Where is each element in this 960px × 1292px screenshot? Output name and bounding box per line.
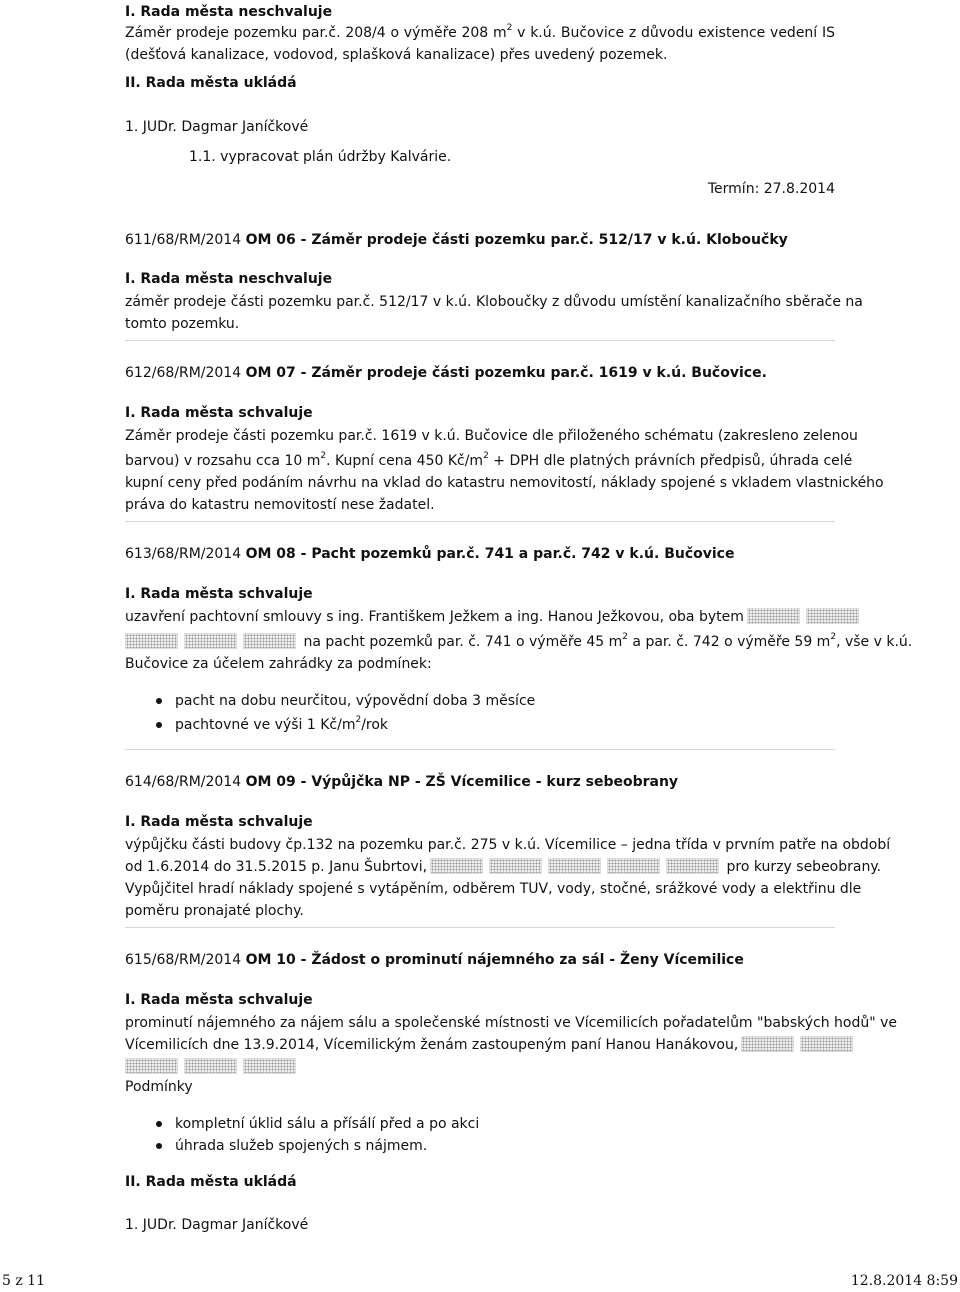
paragraph-line: Vícemilicích dne 13.9.2014, Vícemilickým ženám zastoupeným paní Hanou Hanákovou, — [125, 1036, 856, 1054]
conditions-label: Podmínky — [125, 1079, 193, 1095]
redacted-block — [430, 858, 483, 874]
list-item: pacht na dobu neurčitou, výpovědní doba 3 měsíce — [175, 693, 536, 709]
redacted-block — [666, 858, 719, 874]
paragraph-line: (dešťová kanalizace, vodovod, splašková kanalizace) přes uvedený pozemek. — [125, 47, 668, 63]
bullet-icon — [156, 722, 162, 728]
section-heading: II. Rada města ukládá — [125, 1174, 297, 1190]
redacted-block — [548, 858, 601, 874]
section-heading: I. Rada města neschvaluje — [125, 4, 333, 20]
separator — [125, 749, 835, 750]
redacted-block — [184, 633, 237, 649]
redacted-block — [243, 633, 296, 649]
paragraph-line: Bučovice za účelem zahrádky za podmínek: — [125, 656, 432, 672]
separator — [125, 521, 835, 522]
bullet-icon — [156, 1121, 162, 1127]
paragraph-line: Vypůjčitel hradí náklady spojené s vytápěním, odběrem TUV, vody, stočné, srážkové vody a elektřinu dle — [125, 881, 862, 897]
responsible-person: 1. JUDr. Dagmar Janíčkové — [125, 1217, 309, 1233]
paragraph-line — [125, 1058, 299, 1076]
paragraph-line: záměr prodeje části pozemku par.č. 512/17 v k.ú. Kloboučky z důvodu umístění kanalizačního sběrače na — [125, 294, 863, 310]
resolution-title: 613/68/RM/2014 OM 08 - Pacht pozemků par.č. 741 a par.č. 742 v k.ú. Bučovice — [125, 546, 735, 562]
redacted-block — [125, 1058, 178, 1074]
section-heading: I. Rada města neschvaluje — [125, 271, 333, 287]
redacted-block — [125, 633, 178, 649]
paragraph-line: prominutí nájemného za nájem sálu a společenské místnosti ve Vícemilicích pořadatelům "babských hodů" ve — [125, 1015, 898, 1031]
responsible-person: 1. JUDr. Dagmar Janíčkové — [125, 119, 309, 135]
list-item: kompletní úklid sálu a přísálí před a po akci — [175, 1116, 480, 1132]
separator — [125, 340, 835, 341]
paragraph-line: práva do katastru nemovitostí nese žadatel. — [125, 497, 435, 513]
paragraph-line: výpůjčku části budovy čp.132 na pozemku par.č. 275 v k.ú. Vícemilice – jedna třída v prvním patře na období — [125, 837, 891, 853]
page-number: 5 z 11 — [2, 1273, 45, 1289]
separator — [125, 927, 835, 928]
resolution-title: 612/68/RM/2014 OM 07 - Záměr prodeje části pozemku par.č. 1619 v k.ú. Bučovice. — [125, 365, 767, 381]
paragraph-line: poměru pronajaté plochy. — [125, 903, 304, 919]
paragraph-line: Záměr prodeje pozemku par.č. 208/4 o výměře 208 $m^2$ v k.ú. Bučovice z důvodu existence vedení IS — [125, 23, 835, 41]
redacted-block — [243, 1058, 296, 1074]
redacted-block — [806, 608, 859, 624]
list-item: pachtovné ve výši 1 $Kč/m^2$/rok — [175, 715, 389, 733]
resolution-title: 611/68/RM/2014 OM 06 - Záměr prodeje části pozemku par.č. 512/17 v k.ú. Kloboučky — [125, 232, 788, 248]
section-heading: I. Rada města schvaluje — [125, 586, 313, 602]
paragraph-line: kupní ceny před podáním návrhu na vklad do katastru nemovitostí, náklady spojené s vkladem vlastnického — [125, 475, 884, 491]
list-item: úhrada služeb spojených s nájmem. — [175, 1138, 428, 1154]
paragraph-line: na pacht pozemků par. č. 741 o výměře 45 $m^2$ a par. č. 742 o výměře 59 $m^2$, vše v k.ú. — [125, 633, 845, 651]
redacted-block — [184, 1058, 237, 1074]
deadline: Termín: 27.8.2014 — [707, 181, 835, 197]
print-datetime: 12.8.2014 8:59 — [850, 1273, 958, 1289]
paragraph-line: Záměr prodeje části pozemku par.č. 1619 v k.ú. Bučovice dle přiloženého schématu (zakresleno zelenou — [125, 428, 858, 444]
bullet-icon — [156, 698, 162, 704]
resolution-title: 615/68/RM/2014 OM 10 - Žádost o prominutí nájemného za sál - Ženy Vícemilice — [125, 952, 744, 968]
paragraph-line: od 1.6.2014 do 31.5.2015 p. Janu Šubrtovi, pro kurzy sebeobrany. — [125, 859, 882, 875]
paragraph-line: tomto pozemku. — [125, 316, 240, 332]
paragraph-line: barvou) v rozsahu cca 10 $m^2$. Kupní cena 450 $Kč/m^2$ + DPH dle platných právních předpisů, úhrada celé — [125, 451, 853, 469]
redacted-block — [489, 858, 542, 874]
section-heading: II. Rada města ukládá — [125, 75, 297, 91]
resolution-title: 614/68/RM/2014 OM 09 - Výpůjčka NP - ZŠ Vícemilice - kurz sebeobrany — [125, 774, 679, 790]
section-heading: I. Rada města schvaluje — [125, 814, 313, 830]
section-heading: I. Rada města schvaluje — [125, 405, 313, 421]
redacted-block — [741, 1036, 794, 1052]
task-item: 1.1. vypracovat plán údržby Kalvárie. — [189, 149, 452, 165]
bullet-icon — [156, 1143, 162, 1149]
paragraph-line: uzavření pachtovní smlouvy s ing. Františkem Ježkem a ing. Hanou Ježkovou, oba bytem — [125, 608, 845, 626]
redacted-block — [607, 858, 660, 874]
section-heading: I. Rada města schvaluje — [125, 992, 313, 1008]
redacted-block — [747, 608, 800, 624]
redacted-block — [800, 1036, 853, 1052]
